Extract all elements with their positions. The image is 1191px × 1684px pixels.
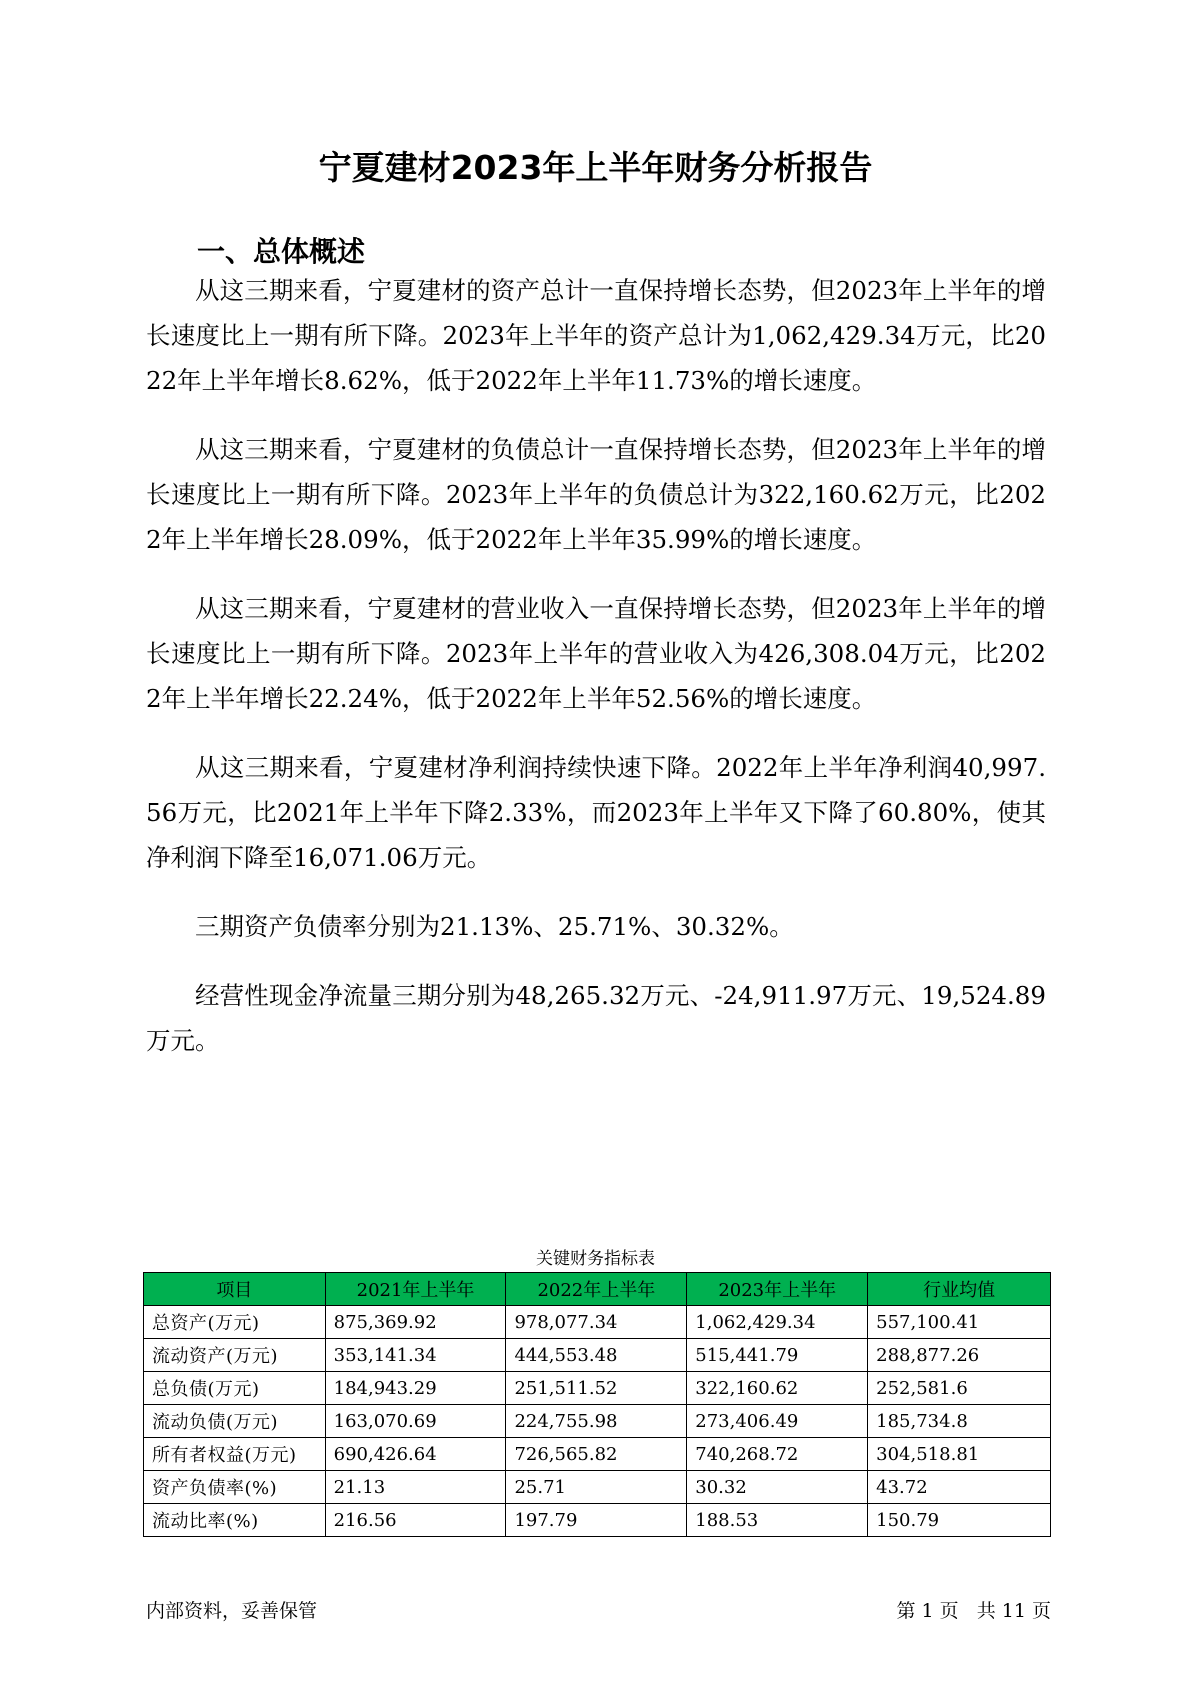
paragraph-revenue: 从这三期来看，宁夏建材的营业收入一直保持增长态势，但2023年上半年的增长速度比上一期有所下降。2023年上半年的营业收入为426,308.04万元，比2022年上半年增长22.24%，低于2022年上半年52.56%的增长速度。: [146, 594, 1046, 713]
cell-value: 875,369.92: [325, 1306, 506, 1339]
table-row: [144, 1339, 1051, 1372]
header-industry-avg: 行业均值: [868, 1273, 1051, 1306]
cell-value: 251,511.52: [506, 1372, 687, 1405]
cell-value: 216.56: [325, 1504, 506, 1537]
row-label: 总负债(万元): [144, 1372, 326, 1405]
cell-value: 304,518.81: [868, 1438, 1051, 1471]
table-row: [144, 1372, 1051, 1405]
row-label: 流动比率(%): [144, 1504, 326, 1537]
cell-value: 726,565.82: [506, 1438, 687, 1471]
cell-value: 197.79: [506, 1504, 687, 1537]
row-label: 所有者权益(万元): [144, 1438, 326, 1471]
cell-value: 978,077.34: [506, 1306, 687, 1339]
cell-value: 690,426.64: [325, 1438, 506, 1471]
paragraph-debt-ratio: 三期资产负债率分别为21.13%、25.71%、30.32%。: [195, 912, 794, 941]
table-header-row: [144, 1273, 1051, 1306]
cell-value: 163,070.69: [325, 1405, 506, 1438]
cell-value: 188.53: [687, 1504, 868, 1537]
table-row: [144, 1405, 1051, 1438]
paragraph-net-profit: 从这三期来看，宁夏建材净利润持续快速下降。2022年上半年净利润40,997.56万元，比2021年上半年下降2.33%，而2023年上半年又下降了60.80%，使其净利润下降至16,071.06万元。: [146, 753, 1046, 872]
section-heading: 一、总体概述: [197, 235, 366, 268]
footer-page-number: 第 1 页 共 11 页: [896, 1600, 1051, 1622]
cell-value: 30.32: [687, 1471, 868, 1504]
cell-value: 150.79: [868, 1504, 1051, 1537]
cell-value: 25.71: [506, 1471, 687, 1504]
report-title: 宁夏建材2023年上半年财务分析报告: [318, 148, 873, 187]
table-caption: 关键财务指标表: [536, 1249, 655, 1269]
table-row: [144, 1504, 1051, 1537]
cell-value: 444,553.48: [506, 1339, 687, 1372]
cell-value: 288,877.26: [868, 1339, 1051, 1372]
header-item: 项目: [144, 1273, 326, 1306]
row-label: 流动负债(万元): [144, 1405, 326, 1438]
row-label: 流动资产(万元): [144, 1339, 326, 1372]
cell-value: 740,268.72: [687, 1438, 868, 1471]
key-financial-table: [143, 1272, 1051, 1537]
cell-value: 515,441.79: [687, 1339, 868, 1372]
table-row: [144, 1306, 1051, 1339]
footer-confidential-note: 内部资料，妥善保管: [146, 1600, 318, 1622]
cell-value: 557,100.41: [868, 1306, 1051, 1339]
row-label: 总资产(万元): [144, 1306, 326, 1339]
body-text: [146, 268, 1046, 1087]
header-2023h1: 2023年上半年: [687, 1273, 868, 1306]
paragraph-assets: 从这三期来看，宁夏建材的资产总计一直保持增长态势，但2023年上半年的增长速度比上一期有所下降。2023年上半年的资产总计为1,062,429.34万元，比2022年上半年增长8.62%，低于2022年上半年11.73%的增长速度。: [146, 276, 1046, 395]
cell-value: 273,406.49: [687, 1405, 868, 1438]
cell-value: 252,581.6: [868, 1372, 1051, 1405]
cell-value: 43.72: [868, 1471, 1051, 1504]
cell-value: 353,141.34: [325, 1339, 506, 1372]
cell-value: 185,734.8: [868, 1405, 1051, 1438]
row-label: 资产负债率(%): [144, 1471, 326, 1504]
header-2021h1: 2021年上半年: [325, 1273, 506, 1306]
header-2022h1: 2022年上半年: [506, 1273, 687, 1306]
table-row: [144, 1438, 1051, 1471]
cell-value: 184,943.29: [325, 1372, 506, 1405]
cell-value: 1,062,429.34: [687, 1306, 868, 1339]
cell-value: 322,160.62: [687, 1372, 868, 1405]
table-row: [144, 1471, 1051, 1504]
cell-value: 21.13: [325, 1471, 506, 1504]
cell-value: 224,755.98: [506, 1405, 687, 1438]
paragraph-liabilities: 从这三期来看，宁夏建材的负债总计一直保持增长态势，但2023年上半年的增长速度比上一期有所下降。2023年上半年的负债总计为322,160.62万元，比2022年上半年增长28.09%，低于2022年上半年35.99%的增长速度。: [146, 435, 1046, 554]
paragraph-cash-flow: 经营性现金净流量三期分别为48,265.32万元、-24,911.97万元、19,524.89万元。: [146, 981, 1046, 1055]
